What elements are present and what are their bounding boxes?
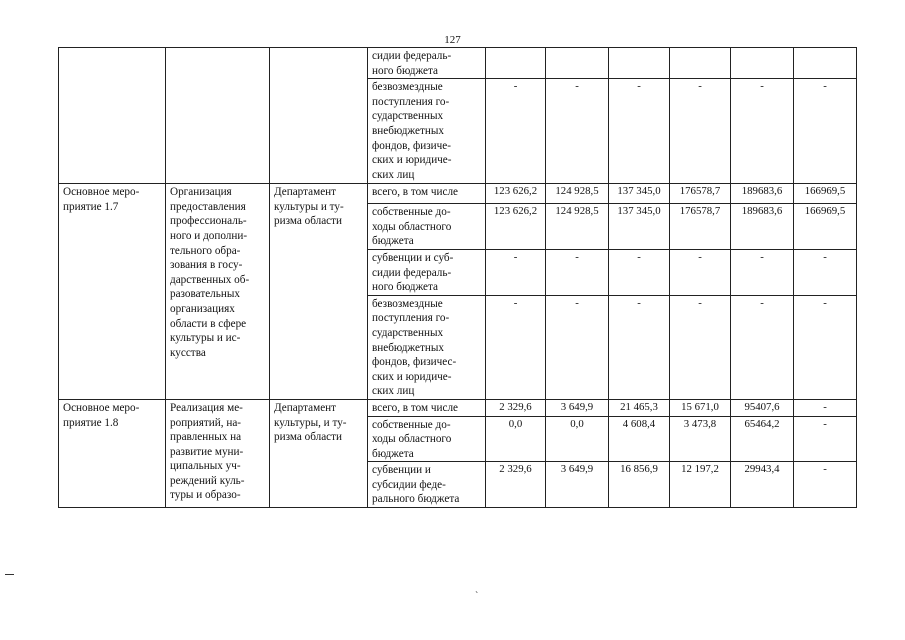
value-cell: 124 928,5	[546, 184, 609, 204]
value-cell: -	[670, 79, 731, 184]
value-cell: -	[546, 249, 609, 295]
value-cell: 189683,6	[731, 184, 794, 204]
value-cell: -	[794, 249, 857, 295]
value-cell: 3 649,9	[546, 462, 609, 508]
value-cell: -	[731, 249, 794, 295]
budget-table	[58, 47, 857, 508]
value-cell: 176578,7	[670, 204, 731, 250]
value-cell: -	[486, 295, 546, 399]
value-cell: -	[794, 79, 857, 184]
value-cell: 124 928,5	[546, 204, 609, 250]
value-cell: 123 626,2	[486, 184, 546, 204]
value-cell: 12 197,2	[670, 462, 731, 508]
table-row	[59, 399, 857, 416]
executor-cell: Департамент культуры, и ту- ризма области	[270, 399, 368, 507]
value-cell: 0,0	[486, 416, 546, 462]
value-cell: 137 345,0	[609, 204, 670, 250]
measure-label-cell: Основное меро- приятие 1.8	[59, 399, 166, 507]
value-cell: -	[609, 79, 670, 184]
value-cell: -	[546, 295, 609, 399]
table-row	[59, 184, 857, 204]
value-cell: -	[486, 79, 546, 184]
value-cell: -	[670, 249, 731, 295]
measure-label-cell: Основное меро- приятие 1.7	[59, 184, 166, 400]
value-cell	[670, 48, 731, 79]
funding-source-cell: субвенции и суб- сидии федераль- ного бюджета	[368, 249, 486, 295]
value-cell: 3 649,9	[546, 399, 609, 416]
value-cell: 189683,6	[731, 204, 794, 250]
executor-cell	[270, 48, 368, 184]
value-cell: -	[609, 249, 670, 295]
value-cell: 166969,5	[794, 184, 857, 204]
value-cell: -	[794, 462, 857, 508]
value-cell: 29943,4	[731, 462, 794, 508]
funding-source-cell: сидии федераль- ного бюджета	[368, 48, 486, 79]
value-cell: 95407,6	[731, 399, 794, 416]
value-cell: 137 345,0	[609, 184, 670, 204]
value-cell	[486, 48, 546, 79]
value-cell	[546, 48, 609, 79]
value-cell: 4 608,4	[609, 416, 670, 462]
value-cell	[794, 48, 857, 79]
value-cell: 16 856,9	[609, 462, 670, 508]
value-cell	[609, 48, 670, 79]
value-cell: 3 473,8	[670, 416, 731, 462]
stray-tick: `	[475, 591, 479, 602]
value-cell: -	[486, 249, 546, 295]
funding-source-cell: субвенции и субсидии феде- рального бюджета	[368, 462, 486, 508]
funding-source-cell: всего, в том числе	[368, 399, 486, 416]
table-body	[59, 48, 857, 508]
value-cell: -	[794, 295, 857, 399]
table-row	[59, 48, 857, 79]
value-cell: -	[609, 295, 670, 399]
value-cell: -	[794, 416, 857, 462]
funding-source-cell: собственные до- ходы областного бюджета	[368, 416, 486, 462]
value-cell: -	[731, 79, 794, 184]
funding-source-cell: безвозмездные поступления го- сударственных внебюджетных фондов, физичес- ских и юридиче- ских лиц	[368, 295, 486, 399]
value-cell: 21 465,3	[609, 399, 670, 416]
stray-dash	[5, 574, 14, 575]
value-cell: 166969,5	[794, 204, 857, 250]
value-cell: 0,0	[546, 416, 609, 462]
value-cell	[731, 48, 794, 79]
measure-label-cell	[59, 48, 166, 184]
value-cell: 15 671,0	[670, 399, 731, 416]
funding-source-cell: безвозмездные поступления го- сударственных внебюджетных фондов, физиче- ских и юридиче- ских лиц	[368, 79, 486, 184]
measure-name-cell: Организация предоставления профессиональ- ного и дополни- тельного обра- зования в госу- дарственных об- разовательных организациях области в сфере культуры и ис- кусства	[166, 184, 270, 400]
measure-name-cell: Реализация ме- роприятий, на- правленных на развитие муни- ципальных уч- реждений куль- туры и образо-	[166, 399, 270, 507]
value-cell: 65464,2	[731, 416, 794, 462]
value-cell: -	[731, 295, 794, 399]
value-cell: 123 626,2	[486, 204, 546, 250]
value-cell: 2 329,6	[486, 462, 546, 508]
value-cell: 2 329,6	[486, 399, 546, 416]
measure-name-cell	[166, 48, 270, 184]
value-cell: -	[670, 295, 731, 399]
funding-source-cell: всего, в том числе	[368, 184, 486, 204]
value-cell: -	[794, 399, 857, 416]
value-cell: 176578,7	[670, 184, 731, 204]
funding-source-cell: собственные до- ходы областного бюджета	[368, 204, 486, 250]
page-number: 127	[444, 34, 461, 46]
executor-cell: Департамент культуры и ту- ризма области	[270, 184, 368, 400]
value-cell: -	[546, 79, 609, 184]
